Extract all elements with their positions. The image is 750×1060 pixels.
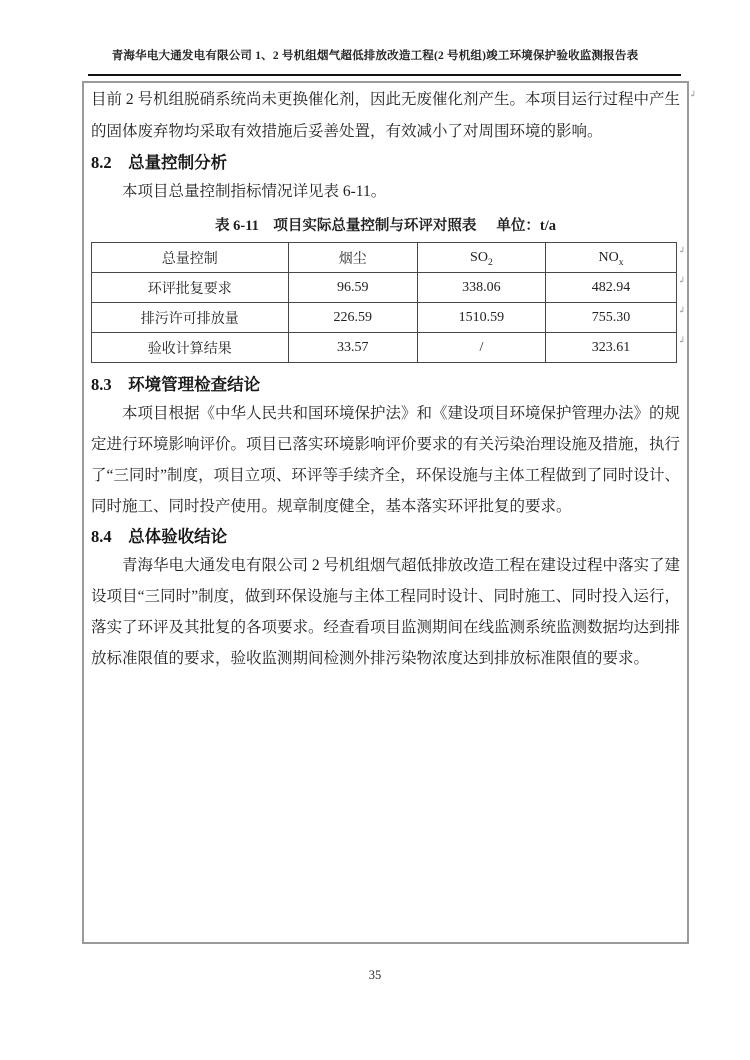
- table-cell: 环评批复要求: [92, 273, 289, 303]
- table-cell: 96.59: [288, 273, 417, 303]
- line-break-mark: ↲: [689, 89, 697, 99]
- table-header-cell: 总量控制: [92, 243, 289, 273]
- content-frame: [82, 81, 689, 944]
- section-8-3-paragraph: 本项目根据《中华人民共和国环境保护法》和《建设项目环境保护管理办法》的规定进行环境影响评价。项目已落实环境影响评价要求的有关污染治理设施及措施，执行了“三同时”制度，项目立项、环评等手续齐全，环保设施与主体工程做到了同时设计、同时施工、同时投产使用。规章制度健全，基本落实环评批复的要求。: [91, 405, 681, 515]
- table-row: [92, 333, 677, 363]
- table-cell: 33.57: [288, 333, 417, 363]
- line-break-mark: ↲: [678, 335, 686, 345]
- section-8-4-paragraph: 青海华电大通发电有限公司 2 号机组烟气超低排放改造工程在建设过程中落实了建设项目“三同时”制度，做到环保设施与主体工程同时设计、同时施工、同时投入运行，落实了环评及其批复的各项要求。经查看项目监测期间在线监测系统监测数据均达到排放标准限值的要求，验收监测期间检测外排污染物浓度达到排放标准限值的要求。: [91, 557, 681, 667]
- table-header-cell: 烟尘: [288, 243, 417, 273]
- page-number: 35: [368, 968, 382, 982]
- table-header-cell: $NO_x$: [545, 243, 676, 273]
- table-cell: 755.30: [545, 303, 676, 333]
- total-amount-control-table: [91, 242, 677, 363]
- table-unit-label: 单位：t/a: [496, 218, 556, 234]
- table-cell: 排污许可排放量: [92, 303, 289, 333]
- section-heading-8-4: 8.4 总体验收结论: [91, 527, 228, 546]
- table-header-row: [92, 243, 677, 273]
- table-cell: 338.06: [417, 273, 545, 303]
- header-rule: [88, 74, 681, 76]
- line-break-mark: ↲: [678, 305, 686, 315]
- table-row: [92, 303, 677, 333]
- table-row: [92, 273, 677, 303]
- section-heading-8-3: 8.3 环境管理检查结论: [91, 375, 261, 394]
- table-cell: 323.61: [545, 333, 676, 363]
- table-caption: [91, 213, 680, 239]
- section-heading-8-2: 8.2 总量控制分析: [91, 153, 228, 172]
- line-break-mark: ↲: [678, 245, 686, 255]
- table-header-cell: $SO_2$: [417, 243, 545, 273]
- table-cell: 验收计算结果: [92, 333, 289, 363]
- table-cell: /: [417, 333, 545, 363]
- intro-paragraph: 目前 2 号机组脱硝系统尚未更换催化剂，因此无废催化剂产生。本项目运行过程中产生的固体废弃物均采取有效措施后妥善处置，有效减小了对周围环境的影响。: [91, 91, 681, 140]
- running-header: 青海华电大通发电有限公司 1、2 号机组烟气超低排放改造工程(2 号机组)竣工环境保护验收监测报告表: [111, 50, 639, 62]
- line-break-mark: ↲: [678, 275, 686, 285]
- section-8-2-paragraph: 本项目总量控制指标情况详见表 6-11。: [122, 183, 387, 200]
- table-cell: 1510.59: [417, 303, 545, 333]
- table-cell: 482.94: [545, 273, 676, 303]
- table-cell: 226.59: [288, 303, 417, 333]
- table-caption-text: 表 6-11 项目实际总量控制与环评对照表: [214, 218, 477, 234]
